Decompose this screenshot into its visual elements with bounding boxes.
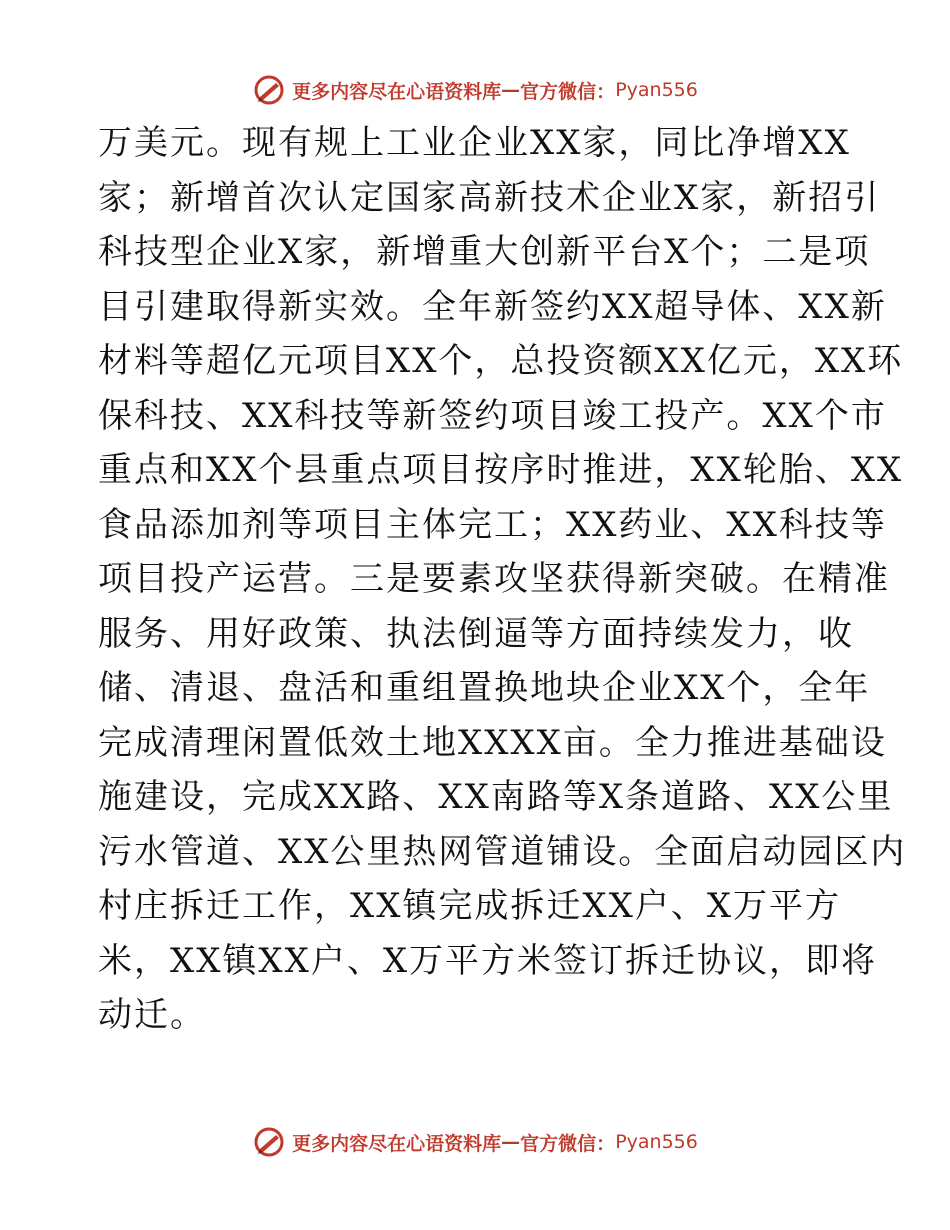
- body-text: [98, 116, 907, 1043]
- text-line: 储、清退、盘活和重组置换地块企业XX个，全年: [98, 668, 871, 708]
- text-line: 服务、用好政策、执法倒逼等方面持续发力，收: [98, 613, 854, 654]
- pen-logo-icon: [252, 73, 286, 107]
- text-line: 科技型企业X家，新增重大创新平台X个；二是项: [98, 232, 871, 272]
- text-line: 完成清理闲置低效土地XXXX亩。全力推进基础设: [98, 722, 887, 763]
- footer-banner: [0, 1124, 950, 1160]
- pen-logo-icon: [252, 1125, 286, 1159]
- banner-prefix: 更多内容尽在心语资料库: [292, 1132, 502, 1155]
- banner-prefix: 更多内容尽在心语资料库: [292, 80, 502, 103]
- banner-dash: —: [501, 1131, 521, 1153]
- banner-wechat-label: 官方微信：: [520, 80, 616, 103]
- text-line: 目引建取得新实效。全年新签约XX超导体、XX新: [98, 286, 887, 327]
- text-line: 家；新增首次认定国家高新技术企业X家，新招引: [98, 177, 881, 218]
- banner-dash: —: [501, 79, 521, 101]
- text-line: 保科技、XX科技等新签约项目竣工投产。XX个市: [98, 395, 887, 436]
- text-line: 施建设，完成XX路、XX南路等X条道路、XX公里: [98, 777, 894, 817]
- text-line: 动迁。: [98, 995, 206, 1035]
- text-line: 污水管道、XX公里热网管道铺设。全面启动园区内: [98, 831, 907, 872]
- text-line: 项目投产运营。三是要素攻坚获得新突破。在精准: [98, 559, 890, 599]
- text-line: 米，XX镇XX户、X万平方米签订拆迁协议，即将: [98, 940, 878, 981]
- text-line: 材料等超亿元项目XX个，总投资额XX亿元，XX环: [98, 341, 904, 381]
- text-line: 重点和XX个县重点项目按序时推进，XX轮胎、XX: [98, 450, 904, 490]
- banner-wechat-id: Pyan556: [615, 79, 698, 101]
- text-line: 村庄拆迁工作，XX镇完成拆迁XX户、X万平方: [98, 886, 842, 926]
- text-line: 万美元。现有规上工业企业XX家，同比净增XX: [98, 123, 851, 163]
- banner-wechat-label: 官方微信：: [520, 1132, 616, 1155]
- header-banner: [0, 72, 950, 108]
- text-line: 食品添加剂等项目主体完工；XX药业、XX科技等: [98, 504, 887, 545]
- banner-wechat-id: Pyan556: [615, 1131, 698, 1153]
